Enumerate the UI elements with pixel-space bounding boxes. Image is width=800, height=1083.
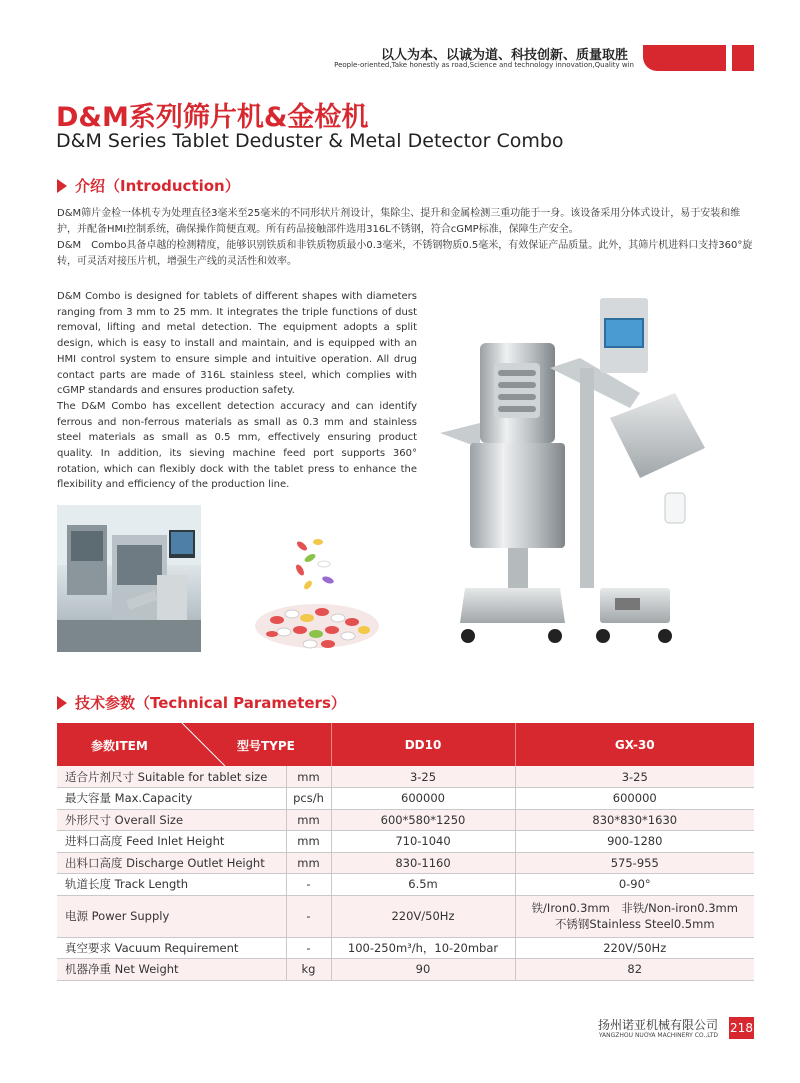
header-slogan: 以人为本、以诚为道、科技创新、质量取胜	[380, 48, 628, 63]
table-row	[57, 937, 754, 959]
param-dd10: 830-1160	[331, 852, 515, 874]
intro-en-paragraph: The D&M Combo has excellent detection accuracy and can identify ferrous and non-ferrous materials as small as 0.3 mm and stainless steel materials as small as 0.5 mm, effectively ensuring product quality. In addition, its sieving machine feed port supports 360° rotation, which can flexibly dock with the tablet press to enhance the flexibility and efficiency of the production line.	[57, 400, 417, 491]
page-title-zh: D&M系列筛片机&金检机	[56, 102, 369, 133]
param-unit: -	[286, 895, 331, 937]
table-row	[57, 788, 754, 810]
page-title-en: D&M Series Tablet Deduster & Metal Detector Combo	[56, 130, 564, 152]
intro-text-zh	[57, 206, 757, 270]
params-heading	[57, 692, 346, 713]
param-gx30: 600000	[515, 788, 754, 810]
tablets-photo	[252, 530, 382, 652]
footer-company-en: YANGZHOU NUOYA MACHINERY CO.,LTD	[598, 1032, 718, 1039]
page-number: 218	[729, 1017, 754, 1039]
header-item-label: 参数ITEM	[91, 739, 148, 753]
header-model-gx30: GX-30	[515, 723, 754, 766]
footer-company-zh: 扬州诺亚机械有限公司	[597, 1018, 718, 1032]
table-header-row	[57, 723, 754, 766]
param-unit: -	[286, 874, 331, 896]
param-unit: mm	[286, 766, 331, 788]
header-item-type	[57, 723, 331, 766]
triangle-icon	[57, 179, 67, 193]
param-name: 外形尺寸 Overall Size	[57, 809, 286, 831]
param-name: 适合片剂尺寸 Suitable for tablet size	[57, 766, 286, 788]
header-red-bar	[643, 45, 726, 71]
param-unit: -	[286, 937, 331, 959]
param-name: 机器净重 Net Weight	[57, 959, 286, 981]
params-table	[57, 723, 754, 981]
param-gx30: 575-955	[515, 852, 754, 874]
header-model-label: 型号TYPE	[237, 739, 295, 753]
param-gx30: 3-25	[515, 766, 754, 788]
table-row	[57, 874, 754, 896]
param-unit: mm	[286, 831, 331, 853]
params-heading-label: 技术参数（Technical Parameters）	[75, 694, 346, 712]
param-unit: pcs/h	[286, 788, 331, 810]
header-red-square	[732, 45, 754, 71]
param-gx30: 82	[515, 959, 754, 981]
intro-heading-label: 介绍（Introduction）	[75, 177, 240, 195]
param-dd10: 220V/50Hz	[331, 895, 515, 937]
param-gx30: 900-1280	[515, 831, 754, 853]
param-gx30: 220V/50Hz	[515, 937, 754, 959]
param-dd10: 100-250m³/h，10-20mbar	[331, 937, 515, 959]
param-name: 最大容量 Max.Capacity	[57, 788, 286, 810]
param-dd10: 710-1040	[331, 831, 515, 853]
param-gx30: 0-90°	[515, 874, 754, 896]
param-name: 电源 Power Supply	[57, 895, 286, 937]
param-name: 进料口高度 Feed Inlet Height	[57, 831, 286, 853]
table-row	[57, 766, 754, 788]
table-row	[57, 852, 754, 874]
header-slogan-en: People-oriented,Take honestly as road,Science and technology innovation,Quality win	[334, 61, 634, 69]
param-gx30-line: 铁/Iron0.3mm 非铁/Non-iron0.3mm	[531, 901, 738, 915]
param-dd10: 3-25	[331, 766, 515, 788]
param-dd10: 90	[331, 959, 515, 981]
param-gx30	[515, 895, 754, 937]
intro-zh-paragraph: D&M筛片金检一体机专为处理直径3毫米至25毫米的不同形状片剂设计，集除尘、提升和金属检测三重功能于一身。该设备采用分体式设计，易于安装和维护，并配备HMI控制系统，确保操作简便直观。所有药品接触部件选用316L不锈钢，符合cGMP标准，保障生产安全。	[57, 208, 741, 235]
param-dd10: 600000	[331, 788, 515, 810]
intro-text-en	[57, 289, 417, 493]
param-unit: kg	[286, 959, 331, 981]
param-dd10: 600*580*1250	[331, 809, 515, 831]
production-room-photo	[57, 505, 201, 652]
param-unit: mm	[286, 852, 331, 874]
table-row	[57, 895, 754, 937]
intro-heading	[57, 175, 240, 196]
table-row	[57, 959, 754, 981]
param-name: 轨道长度 Track Length	[57, 874, 286, 896]
param-name: 出料口高度 Discharge Outlet Height	[57, 852, 286, 874]
table-row	[57, 809, 754, 831]
param-dd10: 6.5m	[331, 874, 515, 896]
deduster-metal-detector-photo	[440, 298, 720, 658]
param-gx30: 830*830*1630	[515, 809, 754, 831]
param-gx30-line: 不锈钢Stainless Steel0.5mm	[554, 917, 715, 931]
header-model-dd10: DD10	[331, 723, 515, 766]
intro-en-paragraph: D&M Combo is designed for tablets of different shapes with diameters ranging from 3 mm to 25 mm. It integrates the triple functions of dust removal, lifting and metal detection. The equipment adopts a split design, which is easy to install and maintain, and is equipped with an HMI control system to ensure simple and intuitive operation. All drug contact parts are made of 316L stainless steel, which complies with cGMP standards and ensures production safety.	[57, 291, 417, 397]
param-name: 真空要求 Vacuum Requirement	[57, 937, 286, 959]
intro-zh-paragraph: D&M Combo具备卓越的检测精度，能够识别铁质和非铁质物质最小0.3毫米，不锈钢物质0.5毫米，有效保证产品质量。此外，其筛片机进料口支持360°旋转，可灵活对接压片机，增强生产线的灵活性和效率。	[57, 240, 753, 267]
triangle-icon	[57, 696, 67, 710]
table-row	[57, 831, 754, 853]
param-unit: mm	[286, 809, 331, 831]
